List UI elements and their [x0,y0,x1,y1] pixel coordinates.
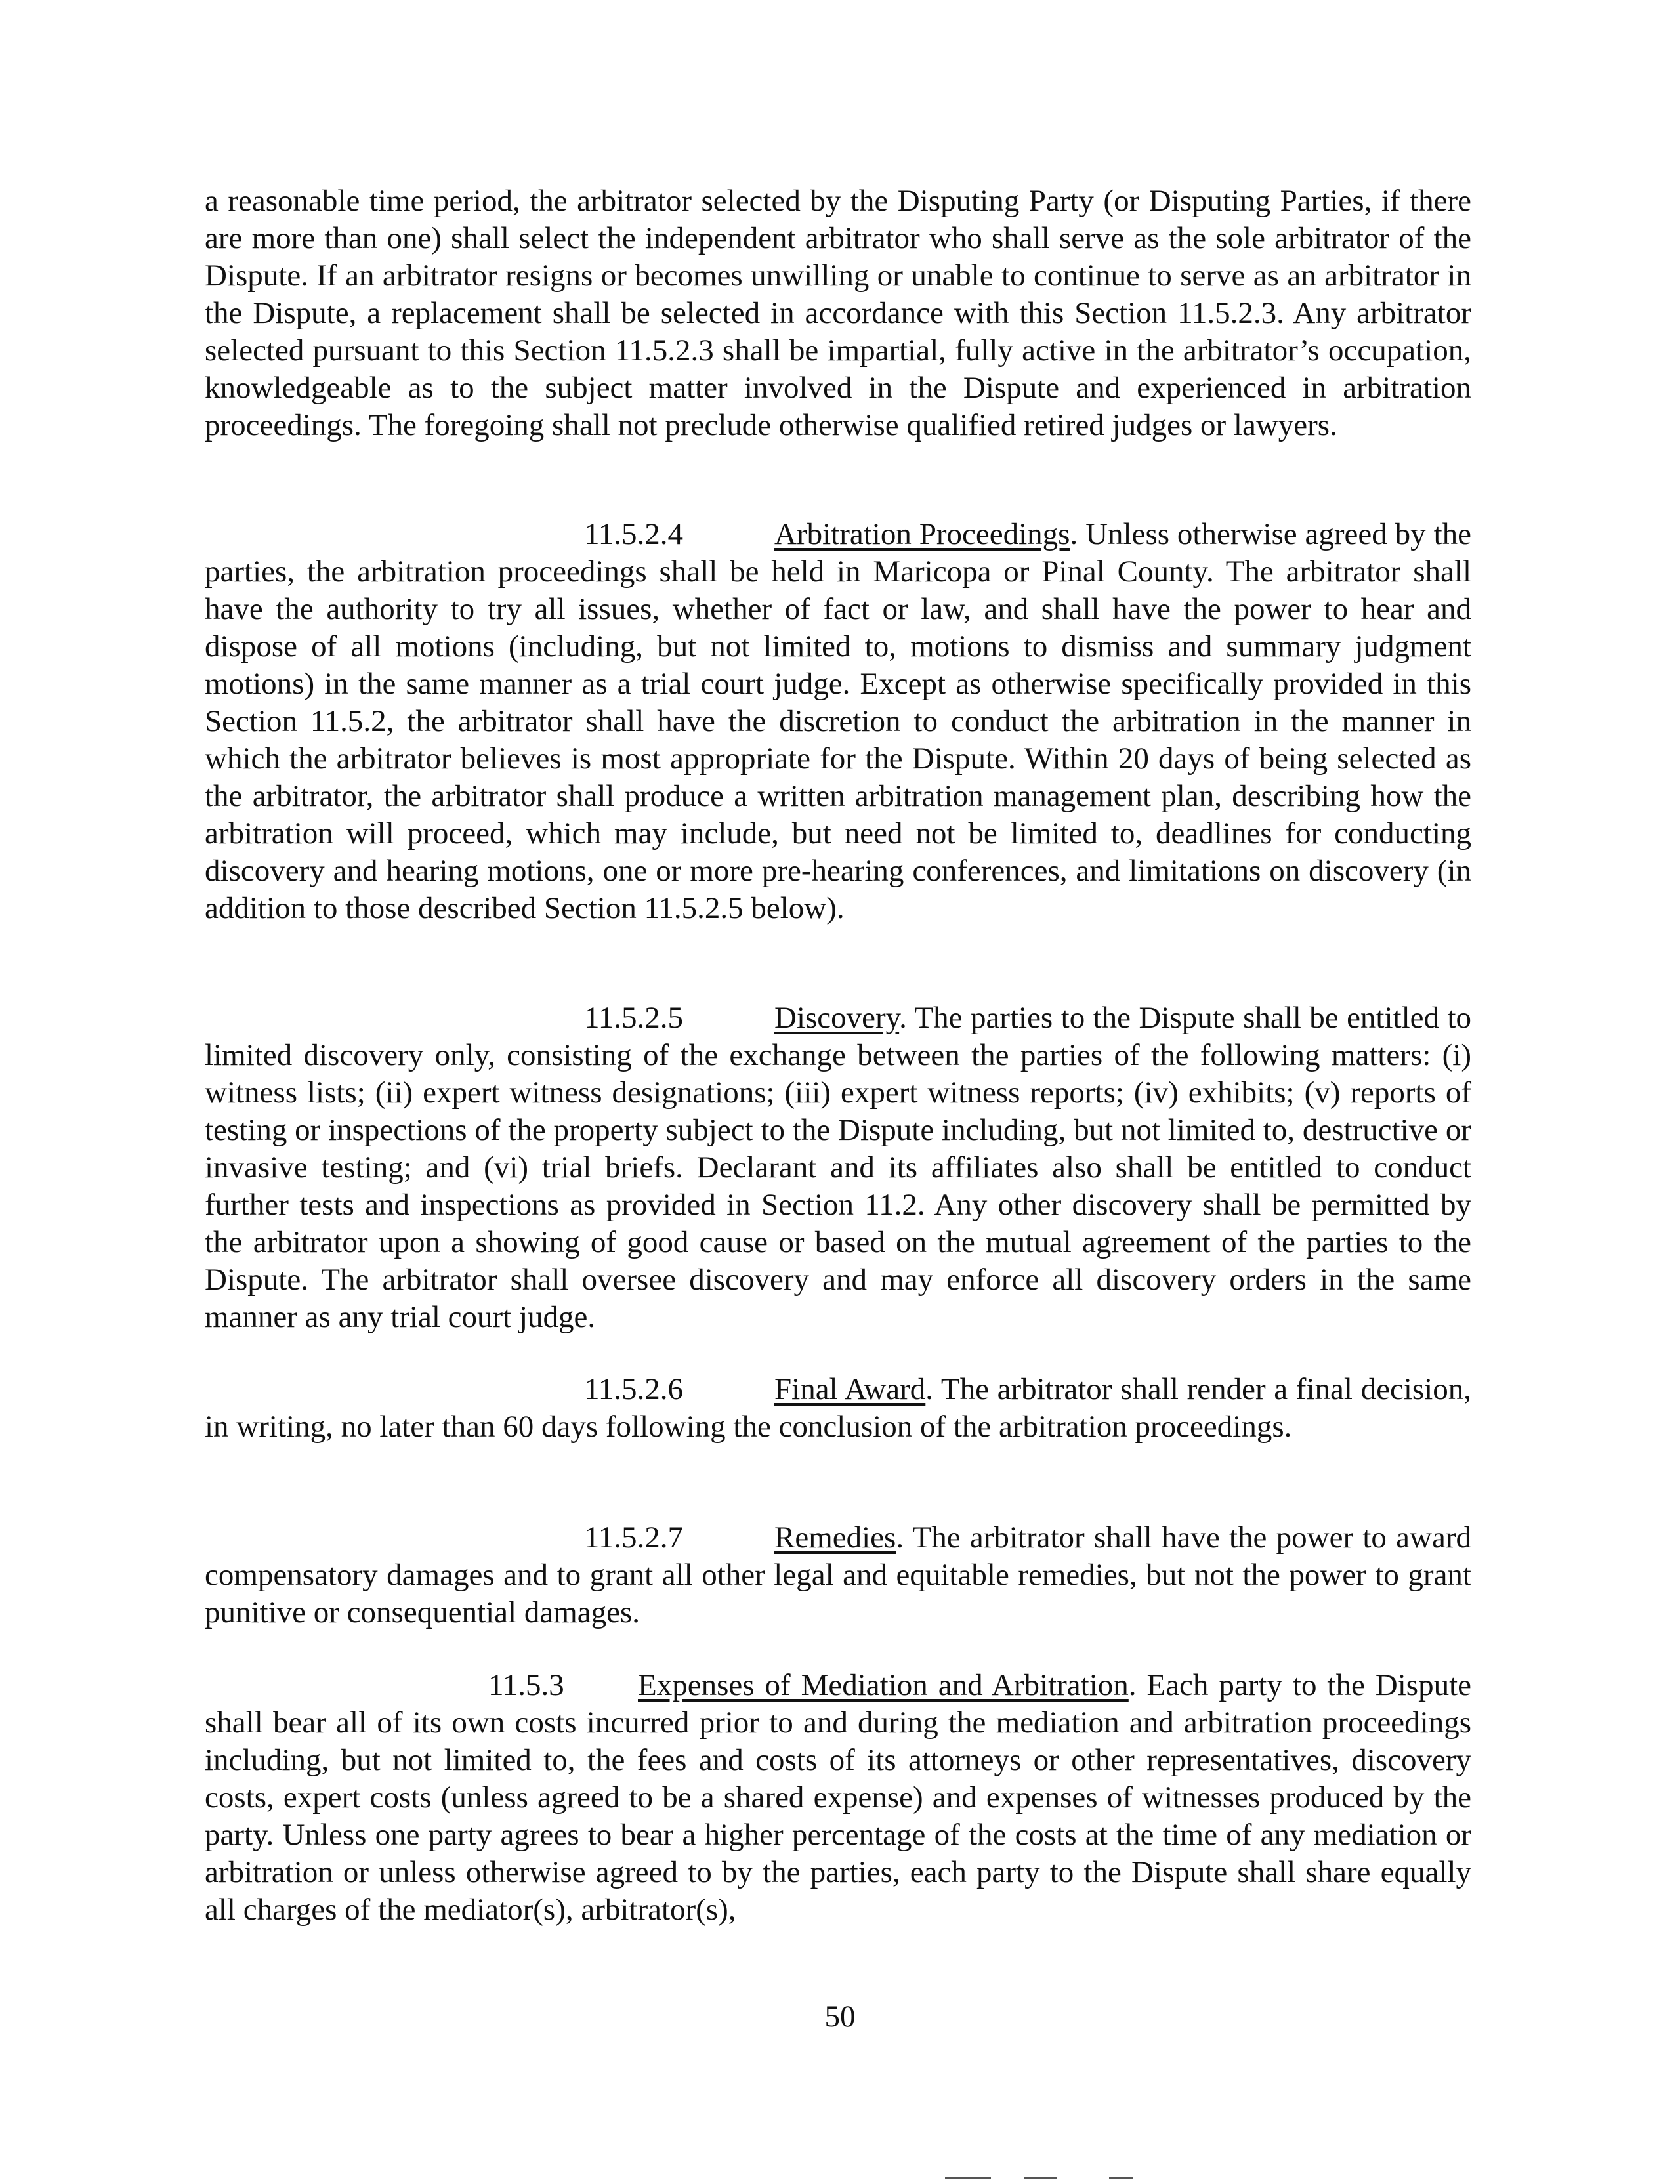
section-heading: Discovery [774,1001,900,1035]
section-11-5-2-7 [205,1519,1471,1631]
section-body: . The arbitrator shall render a final decision, in writing, no later than 60 days following the conclusion of the arbitration proceedings. [205,1372,1471,1444]
page-number: 50 [824,2000,856,2034]
section-number: 11.5.2.6 [584,1372,684,1406]
section-number: 11.5.2.5 [584,1001,684,1035]
section-11-5-2-6 [205,1371,1471,1446]
section-heading: Remedies [774,1521,896,1555]
section-body: . Unless otherwise agreed by the parties, the arbitration proceedings shall be held in Maricopa or Pinal County. The arbitrator shall have the authority to try all issues, whether of fact or law, and shall have the power to hear and dispose of all motions (including, but not limited to, motions to dismiss and summary judgment motions) in the same manner as a trial court judge. Except as otherwise specifically provided in this Section 11.5.2, the arbitrator shall have the discretion to conduct the arbitration in the manner in which the arbitrator believes is most appropriate for the Dispute. Within 20 days of being selected as the arbitrator, the arbitrator shall produce a written arbitration management plan, describing how the arbitration will proceed, which may include, but need not be limited to, deadlines for conducting discovery and hearing motions, one or more pre-hearing conferences, and limitations on discovery (in addition to those described Section 11.5.2.5 below). [205,517,1471,925]
section-heading: Final Award [774,1372,926,1406]
section-heading: Arbitration Proceedings [774,517,1070,551]
section-number: 11.5.2.7 [584,1521,684,1555]
section-11-5-2-5 [205,999,1471,1336]
section-body: . Each party to the Dispute shall bear all of its own costs incurred prior to and during the mediation and arbitration proceedings including, but not limited to, the fees and costs of its attorneys or other representatives, discovery costs, expert costs (unless agreed to be a shared expense) and expenses of witnesses produced by the party. Unless one party agrees to bear a higher percentage of the costs at the time of any mediation or arbitration or unless otherwise agreed to by the parties, each party to the Dispute shall share equally all charges of the mediator(s), arbitrator(s), [205,1668,1471,1927]
section-number: 11.5.2.4 [584,517,684,551]
section-11-5-3 [205,1667,1471,1929]
section-body: . The arbitrator shall have the power to award compensatory damages and to grant all other legal and equitable remedies, but not the power to grant punitive or consequential damages. [205,1521,1471,1629]
section-body: . The parties to the Dispute shall be entitled to limited discovery only, consisting of the exchange between the parties of the following matters: (i) witness lists; (ii) expert witness designations; (iii) expert witness reports; (iv) exhibits; (v) reports of testing or inspections of the property subject to the Dispute including, but not limited to, destructive or invasive testing; and (vi) trial briefs. Declarant and its affiliates also shall be entitled to conduct further tests and inspections as provided in Section 11.2. Any other discovery shall be permitted by the arbitrator upon a showing of good cause or based on the mutual agreement of the parties to the Dispute. The arbitrator shall oversee discovery and may enforce all discovery orders in the same manner as any trial court judge. [205,1001,1471,1334]
scan-artifact [1024,2177,1057,2179]
section-heading: Expenses of Mediation and Arbitration [638,1668,1129,1702]
section-11-5-2-4 [205,516,1471,927]
paragraph-text: a reasonable time period, the arbitrator selected by the Disputing Party (or Disputing Parties, if there are more than one) shall select the independent arbitrator who shall serve as the sole arbitrator of the Dispute. If an arbitrator resigns or becomes unwilling or unable to continue to serve as an arbitrator in the Dispute, a replacement shall be selected in accordance with this Section 11.5.2.3. Any arbitrator selected pursuant to this Section 11.5.2.3 shall be impartial, fully active in the arbitrator’s occupation, knowledgeable as to the subject matter involved in the Dispute and experienced in arbitration proceedings. The foregoing shall not preclude otherwise qualified retired judges or lawyers. [205,184,1471,442]
scan-artifact [945,2177,991,2179]
continuation-paragraph [205,182,1471,444]
scan-artifact [1109,2177,1133,2179]
section-number: 11.5.3 [488,1668,564,1702]
